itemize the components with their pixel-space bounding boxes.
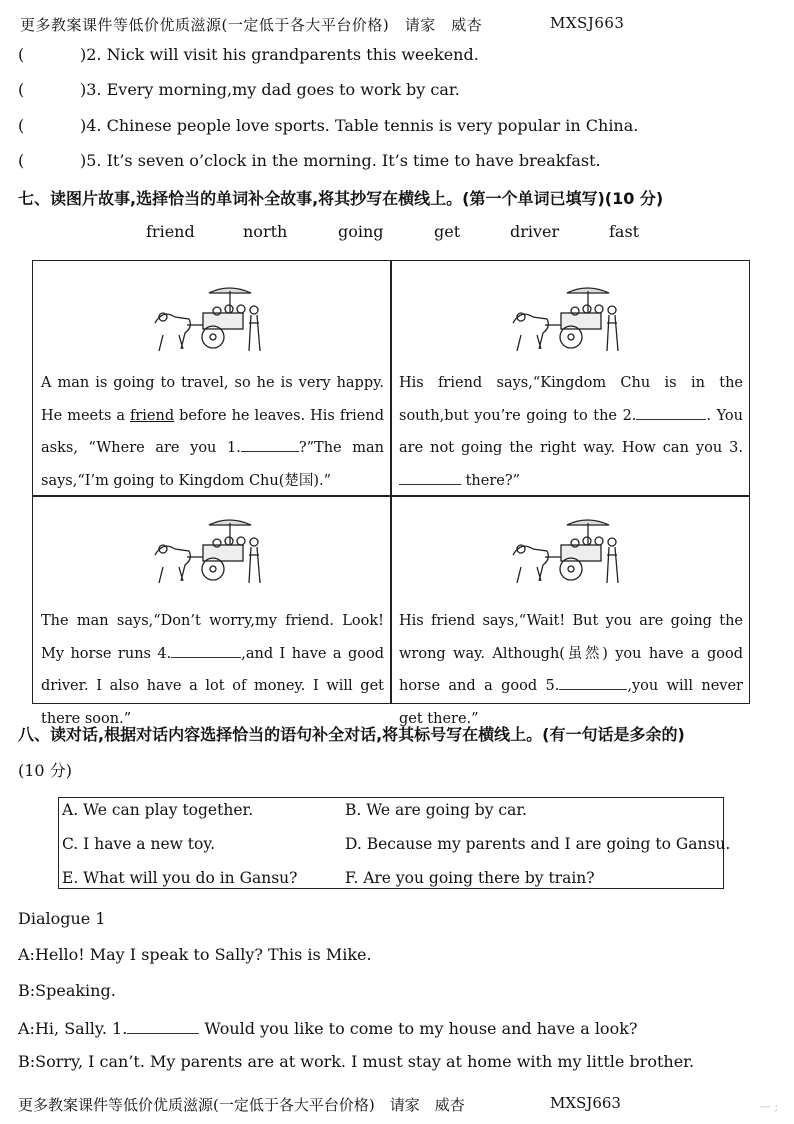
word-bank-item: north <box>243 222 288 241</box>
story-grid <box>32 260 750 727</box>
story-panel-2 <box>391 261 749 495</box>
chariot-illustration <box>509 279 629 361</box>
options-box <box>58 797 731 889</box>
story-panel-1 <box>33 261 390 495</box>
footer-text: 更多教案课件等低价优质滋源(一定低于各大平台价格) 请家 威杏 <box>18 1096 465 1114</box>
option-a: A. We can play together. <box>62 801 254 819</box>
story-text-4: His friend says,“Wait! But you are going the wrong way. Although(虽然) you have a good horse and a good 5. ,you will never get there.” <box>399 613 743 727</box>
dialogue-blank-1[interactable] <box>127 1016 199 1034</box>
header-text: 更多教案课件等低价优质滋源(一定低于各大平台价格) 请家 威杏 <box>20 16 483 34</box>
page-mark: — ; <box>760 1100 779 1113</box>
word-bank-item: fast <box>609 222 640 241</box>
word-bank-item: get <box>434 222 461 241</box>
blank-5[interactable] <box>559 672 627 690</box>
section-8-score: (10 分) <box>18 761 72 780</box>
word-bank-item: friend <box>146 222 195 241</box>
section-8-title: 八、读对话,根据对话内容选择恰当的语句补全对话,将其标号写在横线上。(有一句话是多余的) <box>18 725 685 744</box>
blank-3[interactable] <box>399 467 461 485</box>
option-d: D. Because my parents and I are going to Gansu. <box>345 835 731 853</box>
chariot-illustration <box>509 511 629 593</box>
blank-1[interactable] <box>241 434 299 452</box>
story-text-1: A man is going to travel, so he is very happy. He meets a friend before he leaves. His friend asks, “Where are you 1. ?”The man says,“I’m going to Kingdom Chu(楚国).” <box>41 375 385 489</box>
footer-code: MXSJ663 <box>550 1094 621 1112</box>
dialogue-line: A:Hello! May I speak to Sally? This is Mike. <box>18 945 372 964</box>
dialogue-title: Dialogue 1 <box>18 909 106 928</box>
dialogue-line: B:Speaking. <box>18 981 116 1000</box>
story-text-3: The man says,“Don’t worry,my friend. Look! My horse runs 4. ,and I have a good driver. I also have a lot of money. I will get there soon.” <box>41 613 384 727</box>
story-panel-4 <box>391 497 749 727</box>
option-f: F. Are you going there by train? <box>345 869 595 887</box>
option-c: C. I have a new toy. <box>62 835 215 853</box>
item-2: ( )2. Nick will visit his grandparents this weekend. <box>18 45 479 64</box>
chariot-illustration <box>151 279 271 361</box>
story-panel-3 <box>33 497 390 727</box>
dialogue-line: B:Sorry, I can’t. My parents are at work. I must stay at home with my little brother. <box>18 1052 695 1071</box>
section-7-title: 七、读图片故事,选择恰当的单词补全故事,将其抄写在横线上。(第一个单词已填写)(10 分) <box>18 189 664 208</box>
blank-2[interactable] <box>636 402 706 420</box>
item-4: ( )4. Chinese people love sports. Table tennis is very popular in China. <box>18 116 639 135</box>
chariot-illustration <box>151 511 271 593</box>
header-code: MXSJ663 <box>550 14 625 32</box>
option-e: E. What will you do in Gansu? <box>62 869 298 887</box>
item-3: ( )3. Every morning,my dad goes to work by car. <box>18 80 460 99</box>
page-footer <box>18 1094 621 1115</box>
item-5: ( )5. It’s seven o’clock in the morning. It’s time to have breakfast. <box>18 151 601 170</box>
word-bank-item: going <box>338 222 384 241</box>
page-header <box>20 14 625 35</box>
blank-4[interactable] <box>171 640 241 658</box>
word-bank-item: driver <box>510 222 560 241</box>
filled-word: friend <box>130 407 175 424</box>
story-text-2: His friend says,“Kingdom Chu is in the south,but you’re going to the 2. . You are not going the right way. How can you 3. there?” <box>399 375 743 489</box>
dialogue-line: A:Hi, Sally. 1. Would you like to come to my house and have a look? <box>18 1016 637 1038</box>
option-b: B. We are going by car. <box>345 801 527 819</box>
